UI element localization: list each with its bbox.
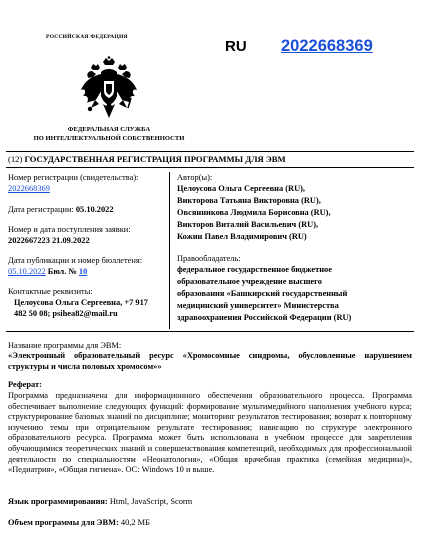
holder-line-3: образования «Башкирский государственный [177, 289, 348, 298]
holder-label: Правообладатель: [177, 254, 241, 263]
agency-line-1: ФЕДЕРАЛЬНАЯ СЛУЖБА [67, 126, 151, 133]
pub-value [8, 267, 87, 278]
agency-name [8, 126, 210, 143]
country-code: RU [225, 38, 247, 55]
author-5: Кожин Павел Владимирович (RU) [177, 232, 307, 241]
column-divider [169, 172, 170, 329]
reg-date-label: Дата регистрации: [8, 205, 74, 214]
language-label: Язык программирования: [8, 497, 108, 506]
country-name: РОССИЙСКАЯ ФЕДЕРАЦИЯ [46, 34, 128, 40]
app-label: Номер и дата поступления заявки: [8, 225, 131, 234]
author-2: Викторова Татьяна Викторовна (RU), [177, 196, 321, 205]
patent-number-link[interactable]: 2022668369 [281, 37, 373, 55]
size-row [8, 518, 412, 529]
size-label: Объем программы для ЭВМ: [8, 518, 119, 527]
abstract-text: Программа предназначена для информационного обеспечения образовательного процесса. Программа обеспечивает выполнение следующих функций: формирование мультимедийного наполнения учебного курса; структурирование базовых знаний по дисциплине; мониторинг результатов тестирования; возврат к повторному изучению темы при отрицательном результате тестирования; навигацию по структуре электронного образовательного ресурса. Программа может быть использована в учебном процессе для закрепления обучающимися теоретических знаний и совершенствования компетенций, необходимых для профессиональной деятельности по специальностям «Неонатология», «Общая врачебная практика (семейная медицина)», «Педиатрия», «Общая гигиена». ОС: Windows 10 и выше. [8, 391, 412, 475]
holder-line-2: образовательное учреждение высшего [177, 277, 322, 286]
holder-line-5: здравоохранения Российской Федерации (RU) [177, 313, 352, 322]
author-3: Овсянникова Людмила Борисовна (RU), [177, 208, 331, 217]
divider-bottom [6, 331, 414, 332]
document-title [8, 154, 286, 164]
size-value: 40,2 МБ [120, 518, 150, 527]
pub-label: Дата публикации и номер бюллетеня: [8, 256, 143, 265]
language-row [8, 497, 412, 508]
author-4: Викторов Виталий Васильевич (RU), [177, 220, 319, 229]
pub-date-link[interactable]: 05.10.2022 [8, 267, 46, 276]
reg-number-link[interactable]: 2022668369 [8, 184, 50, 193]
bulletin-number-link[interactable]: 10 [78, 267, 88, 276]
language-value: Html, JavaScript, Scorm [109, 497, 193, 506]
contact-label: Контактные реквизиты: [8, 287, 93, 296]
holder-line-1: федеральное государственное бюджетное [177, 265, 332, 274]
bulletin-label: Бюл. № [47, 267, 77, 276]
program-name-label: Название программы для ЭВМ: [8, 341, 122, 350]
kind-code: (12) [8, 154, 23, 164]
holder-line-4: медицинский университет» Министерства [177, 301, 339, 310]
contact-line-2: 482 50 08; psihea82@mail.ru [14, 309, 118, 318]
abstract-label: Реферат: [8, 380, 42, 389]
divider-top [6, 151, 414, 152]
reg-date-value: 05.10.2022 [75, 205, 114, 214]
agency-line-2: ПО ИНТЕЛЛЕКТУАЛЬНОЙ СОБСТВЕННОСТИ [33, 134, 185, 142]
double-headed-eagle-emblem-icon [79, 56, 139, 120]
divider-title [6, 167, 414, 168]
authors-label: Автор(ы): [177, 173, 213, 182]
author-1: Целоусова Ольга Сергеевна (RU), [177, 184, 306, 193]
reg-number-label: Номер регистрации (свидетельства): [8, 173, 139, 182]
app-value: 2022667223 21.09.2022 [8, 236, 90, 245]
reg-date [8, 205, 114, 216]
registration-title: ГОСУДАРСТВЕННАЯ РЕГИСТРАЦИЯ ПРОГРАММЫ ДЛЯ ЭВМ [24, 154, 286, 164]
program-name: «Электронный образовательный ресурс «Хромосомные синдромы, обусловленные нарушением структуры и числа половых хромосом»» [8, 351, 412, 371]
contact-line-1: Целоусова Ольга Сергеевна, +7 917 [14, 298, 148, 307]
